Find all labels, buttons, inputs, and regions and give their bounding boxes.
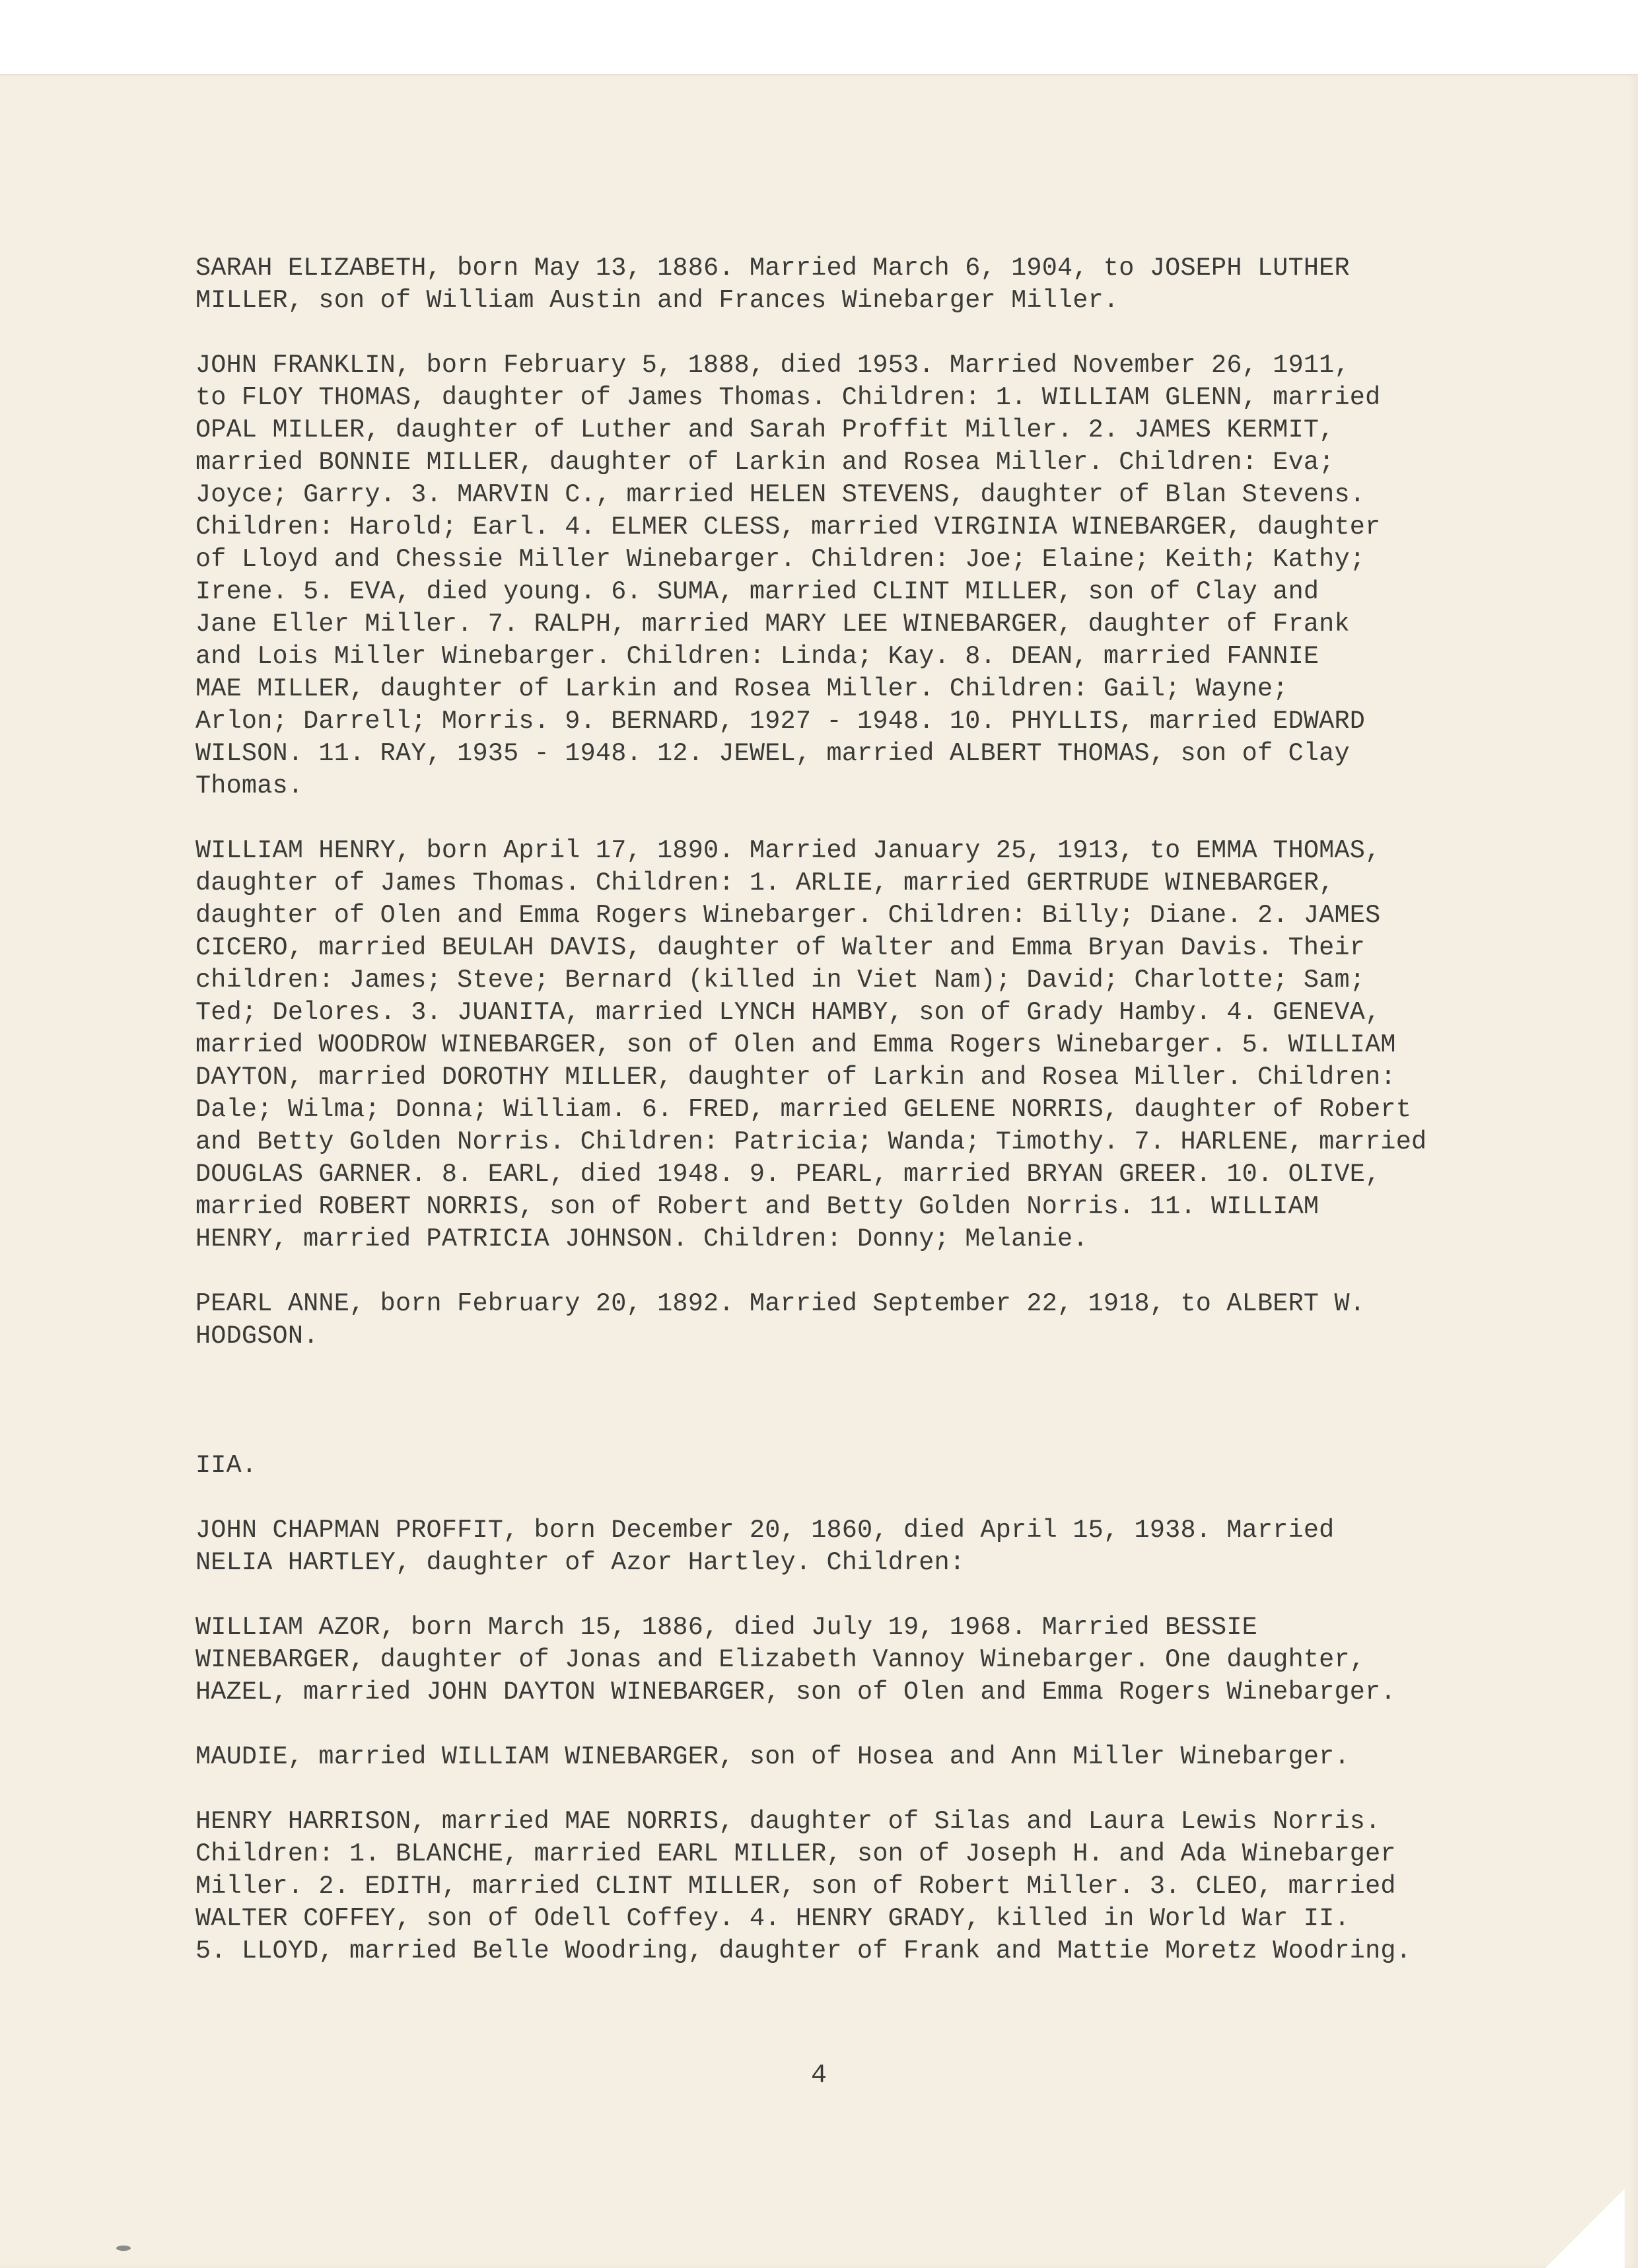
entry-john-chapman-proffit	[195, 1514, 1503, 1579]
entry-sarah-elizabeth	[195, 252, 1503, 317]
text-line: children: James; Steve; Bernard (killed in Viet Nam); David; Charlotte; Sam;	[195, 966, 1366, 995]
text-line: DOUGLAS GARNER. 8. EARL, died 1948. 9. PEARL, married BRYAN GREER. 10. OLIVE,	[195, 1160, 1381, 1189]
text-line: WINEBARGER, daughter of Jonas and Elizabeth Vannoy Winebarger. One daughter,	[195, 1645, 1366, 1674]
page-number: 4	[810, 2061, 827, 2090]
text-line: Arlon; Darrell; Morris. 9. BERNARD, 1927 - 1948. 10. PHYLLIS, married EDWARD	[195, 707, 1366, 736]
text-line: MAE MILLER, daughter of Larkin and Rosea Miller. Children: Gail; Wayne;	[195, 674, 1288, 703]
text-line: to FLOY THOMAS, daughter of James Thomas. Children: 1. WILLIAM GLENN, married	[195, 383, 1381, 412]
text-line: JOHN CHAPMAN PROFFIT, born December 20, 1860, died April 15, 1938. Married	[195, 1516, 1335, 1545]
text-line: MAUDIE, married WILLIAM WINEBARGER, son of Hosea and Ann Miller Winebarger.	[195, 1742, 1350, 1771]
text-line: JOHN FRANKLIN, born February 5, 1888, died 1953. Married November 26, 1911,	[195, 351, 1350, 380]
entry-henry-harrison	[195, 1806, 1503, 1967]
text-line: HAZEL, married JOHN DAYTON WINEBARGER, son of Olen and Emma Rogers Winebarger.	[195, 1678, 1396, 1707]
text-line: Children: 1. BLANCHE, married EARL MILLER, son of Joseph H. and Ada Winebarger	[195, 1839, 1396, 1868]
text-line: Dale; Wilma; Donna; William. 6. FRED, married GELENE NORRIS, daughter of Robert	[195, 1095, 1411, 1124]
text-line: WILSON. 11. RAY, 1935 - 1948. 12. JEWEL, married ALBERT THOMAS, son of Clay	[195, 739, 1350, 768]
text-line: DAYTON, married DOROTHY MILLER, daughter of Larkin and Rosea Miller. Children:	[195, 1063, 1396, 1092]
text-line: Ted; Delores. 3. JUANITA, married LYNCH HAMBY, son of Grady Hamby. 4. GENEVA,	[195, 998, 1381, 1027]
text-line: NELIA HARTLEY, daughter of Azor Hartley. Children:	[195, 1548, 966, 1577]
entry-maudie	[195, 1741, 1503, 1773]
text-line: WILLIAM HENRY, born April 17, 1890. Married January 25, 1913, to EMMA THOMAS,	[195, 836, 1381, 865]
section-spacer	[195, 1385, 1503, 1450]
text-line: Jane Eller Miller. 7. RALPH, married MARY LEE WINEBARGER, daughter of Frank	[195, 610, 1350, 639]
text-line: and Lois Miller Winebarger. Children: Linda; Kay. 8. DEAN, married FANNIE	[195, 642, 1319, 671]
entry-john-franklin	[195, 349, 1503, 802]
scan-mark	[116, 2246, 131, 2251]
text-line: married BONNIE MILLER, daughter of Larkin and Rosea Miller. Children: Eva;	[195, 448, 1335, 477]
text-line: Irene. 5. EVA, died young. 6. SUMA, married CLINT MILLER, son of Clay and	[195, 577, 1319, 606]
entry-william-henry	[195, 835, 1503, 1256]
text-line: HENRY HARRISON, married MAE NORRIS, daughter of Silas and Laura Lewis Norris.	[195, 1807, 1381, 1836]
text-line: of Lloyd and Chessie Miller Winebarger. Children: Joe; Elaine; Keith; Kathy;	[195, 545, 1366, 574]
text-line: WALTER COFFEY, son of Odell Coffey. 4. HENRY GRADY, killed in World War II.	[195, 1904, 1350, 1933]
text-line: daughter of Olen and Emma Rogers Winebarger. Children: Billy; Diane. 2. JAMES	[195, 901, 1381, 930]
page-corner-fold	[1545, 2189, 1625, 2268]
text-line: HENRY, married PATRICIA JOHNSON. Children: Donny; Melanie.	[195, 1224, 1088, 1254]
text-line: and Betty Golden Norris. Children: Patricia; Wanda; Timothy. 7. HARLENE, married	[195, 1127, 1427, 1156]
document-body	[195, 252, 1503, 2000]
text-line: WILLIAM AZOR, born March 15, 1886, died July 19, 1968. Married BESSIE	[195, 1613, 1257, 1642]
entry-william-azor	[195, 1612, 1503, 1709]
text-line: PEARL ANNE, born February 20, 1892. Married September 22, 1918, to ALBERT W.	[195, 1289, 1366, 1318]
text-line: 5. LLOYD, married Belle Woodring, daughter of Frank and Mattie Moretz Woodring.	[195, 1936, 1411, 1966]
section-heading: IIA.	[195, 1451, 258, 1480]
text-line: Joyce; Garry. 3. MARVIN C., married HELEN STEVENS, daughter of Blan Stevens.	[195, 480, 1366, 509]
text-line: SARAH ELIZABETH, born May 13, 1886. Married March 6, 1904, to JOSEPH LUTHER	[195, 254, 1350, 283]
text-line: married WOODROW WINEBARGER, son of Olen and Emma Rogers Winebarger. 5. WILLIAM	[195, 1030, 1396, 1059]
text-line: OPAL MILLER, daughter of Luther and Sarah Proffit Miller. 2. JAMES KERMIT,	[195, 415, 1335, 444]
text-line: CICERO, married BEULAH DAVIS, daughter of Walter and Emma Bryan Davis. Their	[195, 933, 1366, 962]
entry-pearl-anne	[195, 1288, 1503, 1353]
text-line: Thomas.	[195, 771, 304, 800]
text-line: daughter of James Thomas. Children: 1. ARLIE, married GERTRUDE WINEBARGER,	[195, 868, 1335, 898]
text-line: HODGSON.	[195, 1322, 319, 1351]
text-line: MILLER, son of William Austin and Frances Winebarger Miller.	[195, 286, 1119, 315]
text-line: Children: Harold; Earl. 4. ELMER CLESS, married VIRGINIA WINEBARGER, daughter	[195, 513, 1381, 542]
text-line: Miller. 2. EDITH, married CLINT MILLER, son of Robert Miller. 3. CLEO, married	[195, 1872, 1396, 1901]
text-line: married ROBERT NORRIS, son of Robert and Betty Golden Norris. 11. WILLIAM	[195, 1192, 1319, 1221]
